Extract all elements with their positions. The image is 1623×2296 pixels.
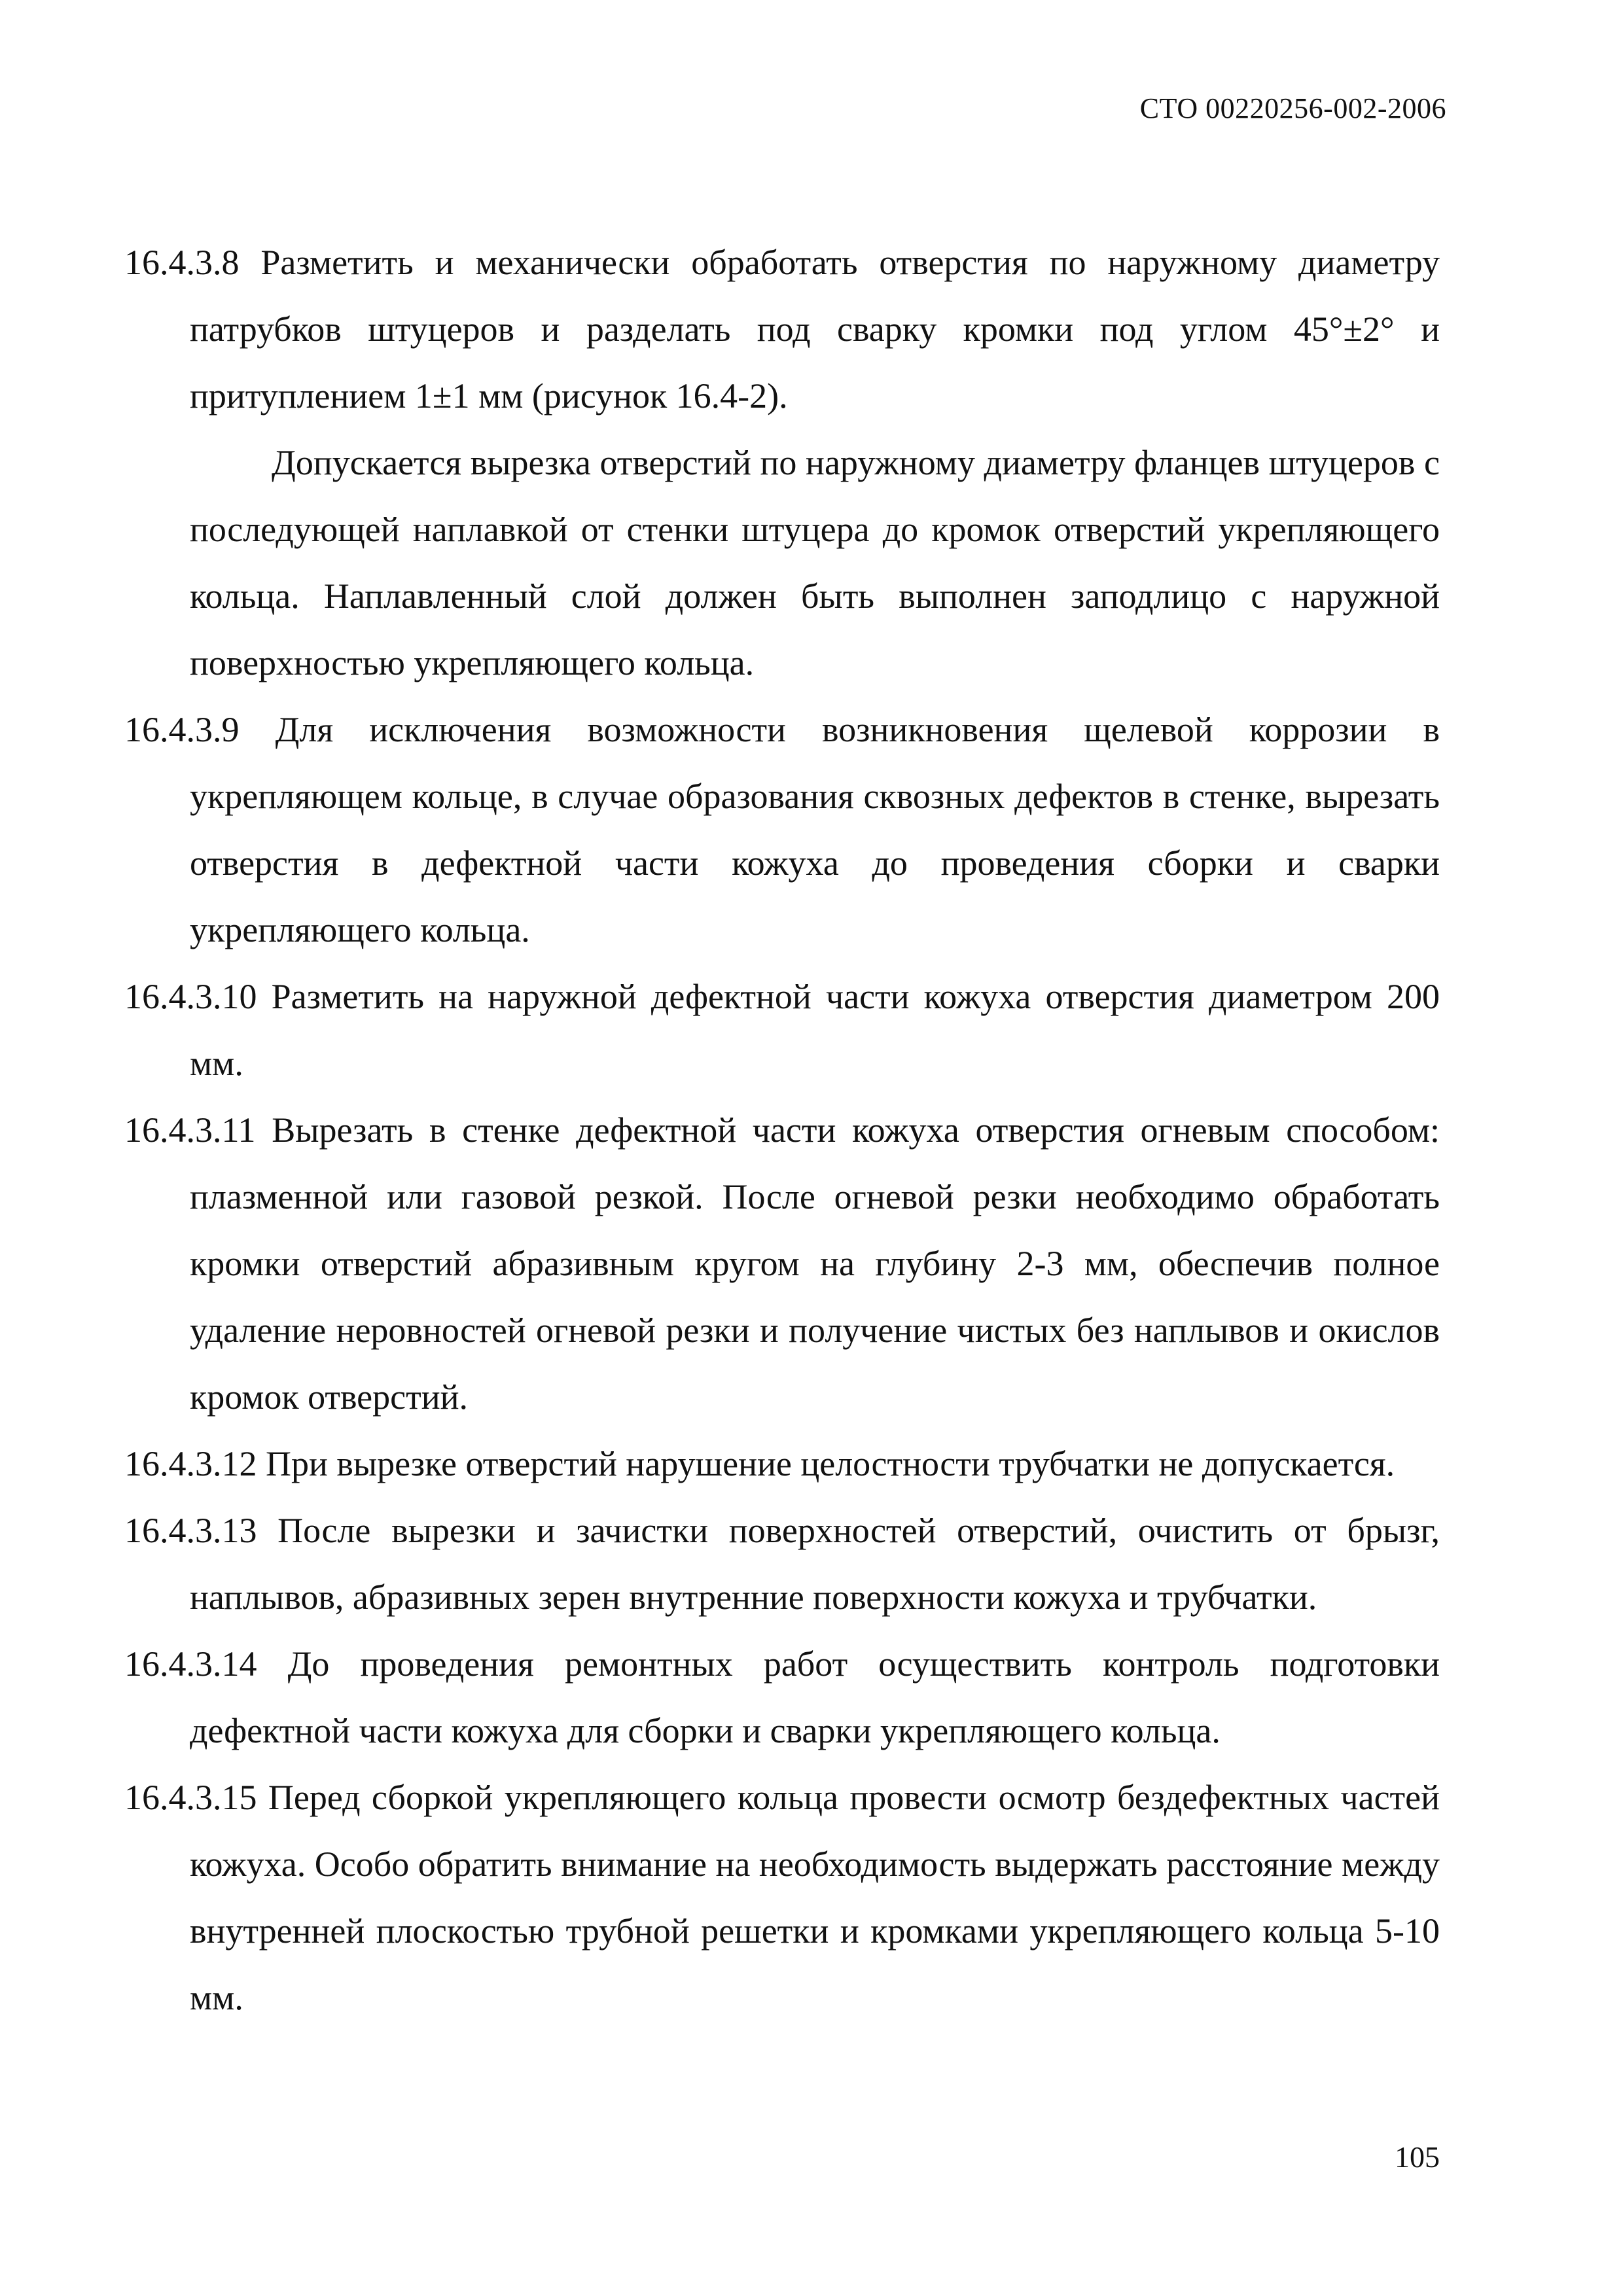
paragraph-16-4-3-13: 16.4.3.13 После вырезки и зачистки поверхностей отверстий, очистить от брызг, наплывов, абразивных зерен внутренние поверхности кожуха и трубчатки. xyxy=(124,1511,1440,1617)
document-body xyxy=(124,229,1440,2031)
paragraph-16-4-3-14: 16.4.3.14 До проведения ремонтных работ осуществить контроль подготовки дефектной части кожуха для сборки и сварки укрепляющего кольца. xyxy=(124,1644,1440,1750)
paragraph-16-4-3-9: 16.4.3.9 Для исключения возможности возникновения щелевой коррозии в укрепляющем кольце, в случае образования сквозных дефектов в стенке, вырезать отверстия в дефектной части кожуха до проведения сборки и сварки укрепляющего кольца. xyxy=(124,710,1440,949)
paragraph-16-4-3-8: 16.4.3.8 Разметить и механически обработать отверстия по наружному диаметру патрубков штуцеров и разделать под сварку кромки под углом 45°±2° и притуплением 1±1 мм (рисунок 16.4-2). xyxy=(124,243,1440,415)
paragraph-note: Допускается вырезка отверстий по наружному диаметру фланцев штуцеров с последующей наплавкой от стенки штуцера до кромок отверстий укрепляющего кольца. Наплавленный слой должен быть выполнен заподлицо с наружной поверхностью укрепляющего кольца. xyxy=(190,443,1440,682)
page-number: 105 xyxy=(1395,2140,1440,2174)
paragraph-16-4-3-10: 16.4.3.10 Разметить на наружной дефектной части кожуха отверстия диаметром 200 мм. xyxy=(124,977,1440,1083)
paragraph-16-4-3-12: 16.4.3.12 При вырезке отверстий нарушение целостности трубчатки не допускается. xyxy=(124,1444,1395,1483)
paragraph-16-4-3-11: 16.4.3.11 Вырезать в стенке дефектной части кожуха отверстия огневым способом: плазменной или газовой резкой. После огневой резки необходимо обработать кромки отверстий абразивным кругом на глубину 2-3 мм, обеспечив полное удаление неровностей огневой резки и получение чистых без наплывов и окислов кромок отверстий. xyxy=(124,1110,1440,1417)
paragraph-16-4-3-15: 16.4.3.15 Перед сборкой укрепляющего кольца провести осмотр бездефектных частей кожуха. Особо обратить внимание на необходимость выдержать расстояние между внутренней плоскостью трубной решетки и кромками укрепляющего кольца 5-10 мм. xyxy=(124,1778,1440,2017)
document-code: СТО 00220256-002-2006 xyxy=(1139,92,1446,124)
